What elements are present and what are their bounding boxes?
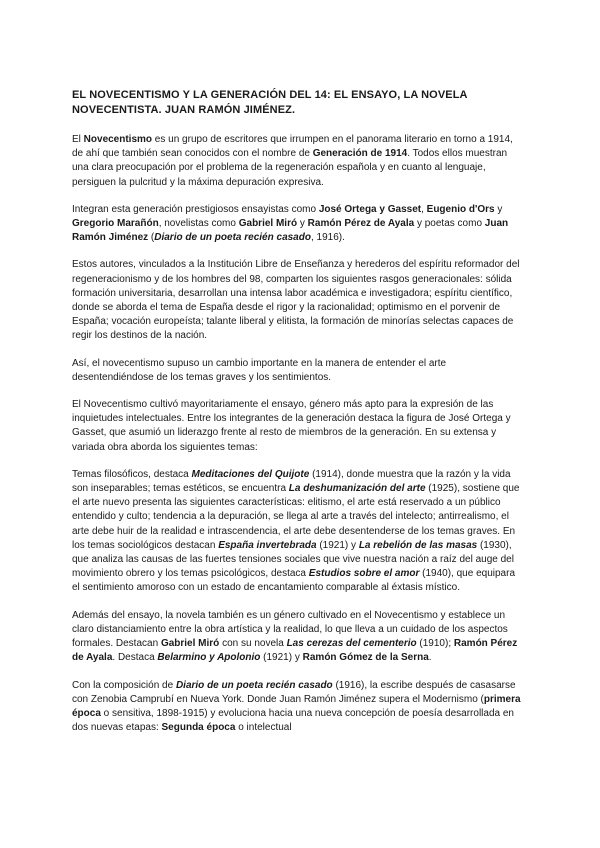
p2-text-o: , 1916).	[310, 232, 345, 244]
p7-text-k: .	[428, 652, 432, 664]
p8-text-a: Con la composición de	[72, 679, 176, 691]
p6-text-a: Temas filosóficos, destaca	[72, 468, 192, 480]
paragraph-6	[72, 468, 524, 596]
p8-term-segunda-epoca: Segunda época	[161, 722, 236, 734]
p2-text-c: ,	[421, 203, 427, 215]
p2-work-diario: Diario de un poeta recién casado	[154, 232, 311, 244]
p2-text-k: y poetas como	[414, 218, 485, 230]
p6-work-rebelion-masas: La rebelión de las masas	[358, 539, 478, 551]
p1-text-e: . Todos ellos muestran una clara preocupación por el problema de la regeneración española y en cuanto al lenguaje, persiguen la pulcritud y la máxima depuración expresiva.	[72, 148, 508, 188]
p6-work-meditaciones: Meditaciones del Quijote	[191, 468, 310, 480]
paragraph-1	[72, 133, 524, 190]
paragraph-7	[72, 609, 524, 666]
paragraph-5: El Novecentismo cultivó mayoritariamente el ensayo, género más apto para la expresión de las inquietudes intelectuales. Entre los integrantes de la generación destaca la figura de José Ortega y Gasset, que asumió un liderazgo frente al resto de miembros de la generación. En su extensa y variada obra aborda los siguientes temas:	[72, 399, 511, 453]
p2-text-g: , novelistas como	[158, 218, 239, 230]
p2-text-a: Integran esta generación prestigiosos ensayistas como	[72, 203, 319, 215]
p2-text-i: y	[297, 218, 308, 230]
p6-work-estudios-amor: Estudios sobre el amor	[308, 568, 420, 580]
p2-author-miro: Gabriel Miró	[238, 218, 298, 230]
p7-text-c: con su novela	[219, 638, 287, 650]
p1-term-novecentismo: Novecentismo	[83, 134, 153, 145]
p8-work-diario: Diario de un poeta recién casado	[175, 679, 333, 691]
p8-text-e: o sensitiva, 1898-1915) y evoluciona hacia una nueva concepción de poesía desarrollada en dos nuevas etapas:	[72, 707, 514, 734]
p2-author-maranon: Gregorio Marañón	[72, 218, 159, 230]
document-body	[72, 88, 524, 748]
p8-text-g: o intelectual	[235, 722, 292, 734]
paragraph-2	[72, 203, 524, 246]
p7-work-belarmino: Belarmino y Apolonio	[157, 652, 261, 664]
p2-author-ortega: José Ortega y Gasset	[318, 203, 422, 215]
p6-work-deshumanizacion: La deshumanización del arte	[288, 483, 426, 495]
p8-term-primera-epoca: primera época	[72, 693, 521, 719]
p1-term-generacion-1914: Generación de 1914	[312, 148, 408, 160]
p7-work-cerezas: Las cerezas del cementerio	[286, 638, 417, 650]
p7-author-miro: Gabriel Miró	[160, 638, 220, 650]
p6-text-c: (1914), donde muestra que la razón y la vida son inseparables; temas estéticos, se encuentra	[72, 468, 511, 495]
p7-text-i: (1921) y	[260, 652, 303, 664]
paragraph-8	[72, 679, 524, 736]
p2-text-e: y	[494, 203, 503, 215]
p6-text-k: (1940), que equipara el sentimiento amoroso con un estado de encantamiento comparable al éxtasis místico.	[72, 568, 515, 594]
p1-text-c: es un grupo de escritores que irrumpen en el panorama literario en torno a 1914, de ahí que también sean conocidos con el nombre de	[72, 134, 513, 160]
p7-author-perez-ayala: Ramón Pérez de Ayala	[72, 638, 518, 664]
document-title: EL NOVECENTISMO Y LA GENERACIÓN DEL 14: EL ENSAYO, LA NOVELA NOVECENTISTA. JUAN RAMÓN JIMÉNEZ.	[72, 89, 468, 116]
p7-text-g: . Destaca	[112, 652, 158, 664]
p2-author-perez-ayala: Ramón Pérez de Ayala	[307, 218, 415, 230]
p7-text-a: Además del ensayo, la novela también es un género cultivado en el Novecentismo y establece un claro distanciamiento entre la obra artística y la realidad, lo que lleva a un cuidado de los aspectos formales. Destacan	[72, 609, 508, 650]
paragraph-4: Así, el novecentismo supuso un cambio importante en la manera de entender el arte desentendiéndose de los temas graves y los sentimientos.	[72, 357, 447, 383]
p7-text-e: (1910);	[416, 638, 454, 650]
p1-text-a: El	[72, 134, 84, 145]
p6-text-e: (1925), sostiene que el arte nuevo presenta las siguientes características: elitismo, el arte está reservado a un público entendido y culto; tendencia a la depuración, se llega al arte a través del intelecto; antirrealismo, el arte debe huir de la realidad e intrascendencia, el arte debe desentenderse de los temas graves. En los temas sociológicos destacan	[72, 483, 520, 551]
p2-author-jimenez: Juan Ramón Jiménez	[72, 218, 509, 244]
p7-author-gomez-serna: Ramón Gómez de la Serna	[302, 652, 429, 664]
p6-text-i: (1930), que analiza las causas de las fuertes tensiones sociales que vive nuestra nación a raíz del auge del movimiento obrero y los temas psicológicos, destaca	[72, 539, 514, 580]
p6-work-espana-invertebrada: España invertebrada	[218, 539, 317, 551]
p8-text-c: (1916), la escribe después de casasarse con Zenobia Camprubí en Nueva York. Donde Juan Ramón Jiménez supera el Modernismo (	[72, 679, 516, 705]
paragraph-3: Estos autores, vinculados a la Institución Libre de Enseñanza y herederos del espíritu reformador del regeneracionismo y de los hombres del 98, comparten los siguientes rasgos generacionales: sólida formación universitaria, desarrollan una intensa labor académica e investigadora; espíritu científico, donde se aborda el tema de España desde el rigor y la racionalidad; optimismo en el porvenir de España; vocación europeísta; talante liberal y elitista, la formación de minorías selectas capaces de regir los destinos de la nación.	[72, 259, 520, 342]
p2-text-m: (	[148, 232, 155, 244]
p6-text-g: (1921) y	[316, 539, 359, 551]
p2-author-dors: Eugenio d'Ors	[426, 203, 495, 215]
